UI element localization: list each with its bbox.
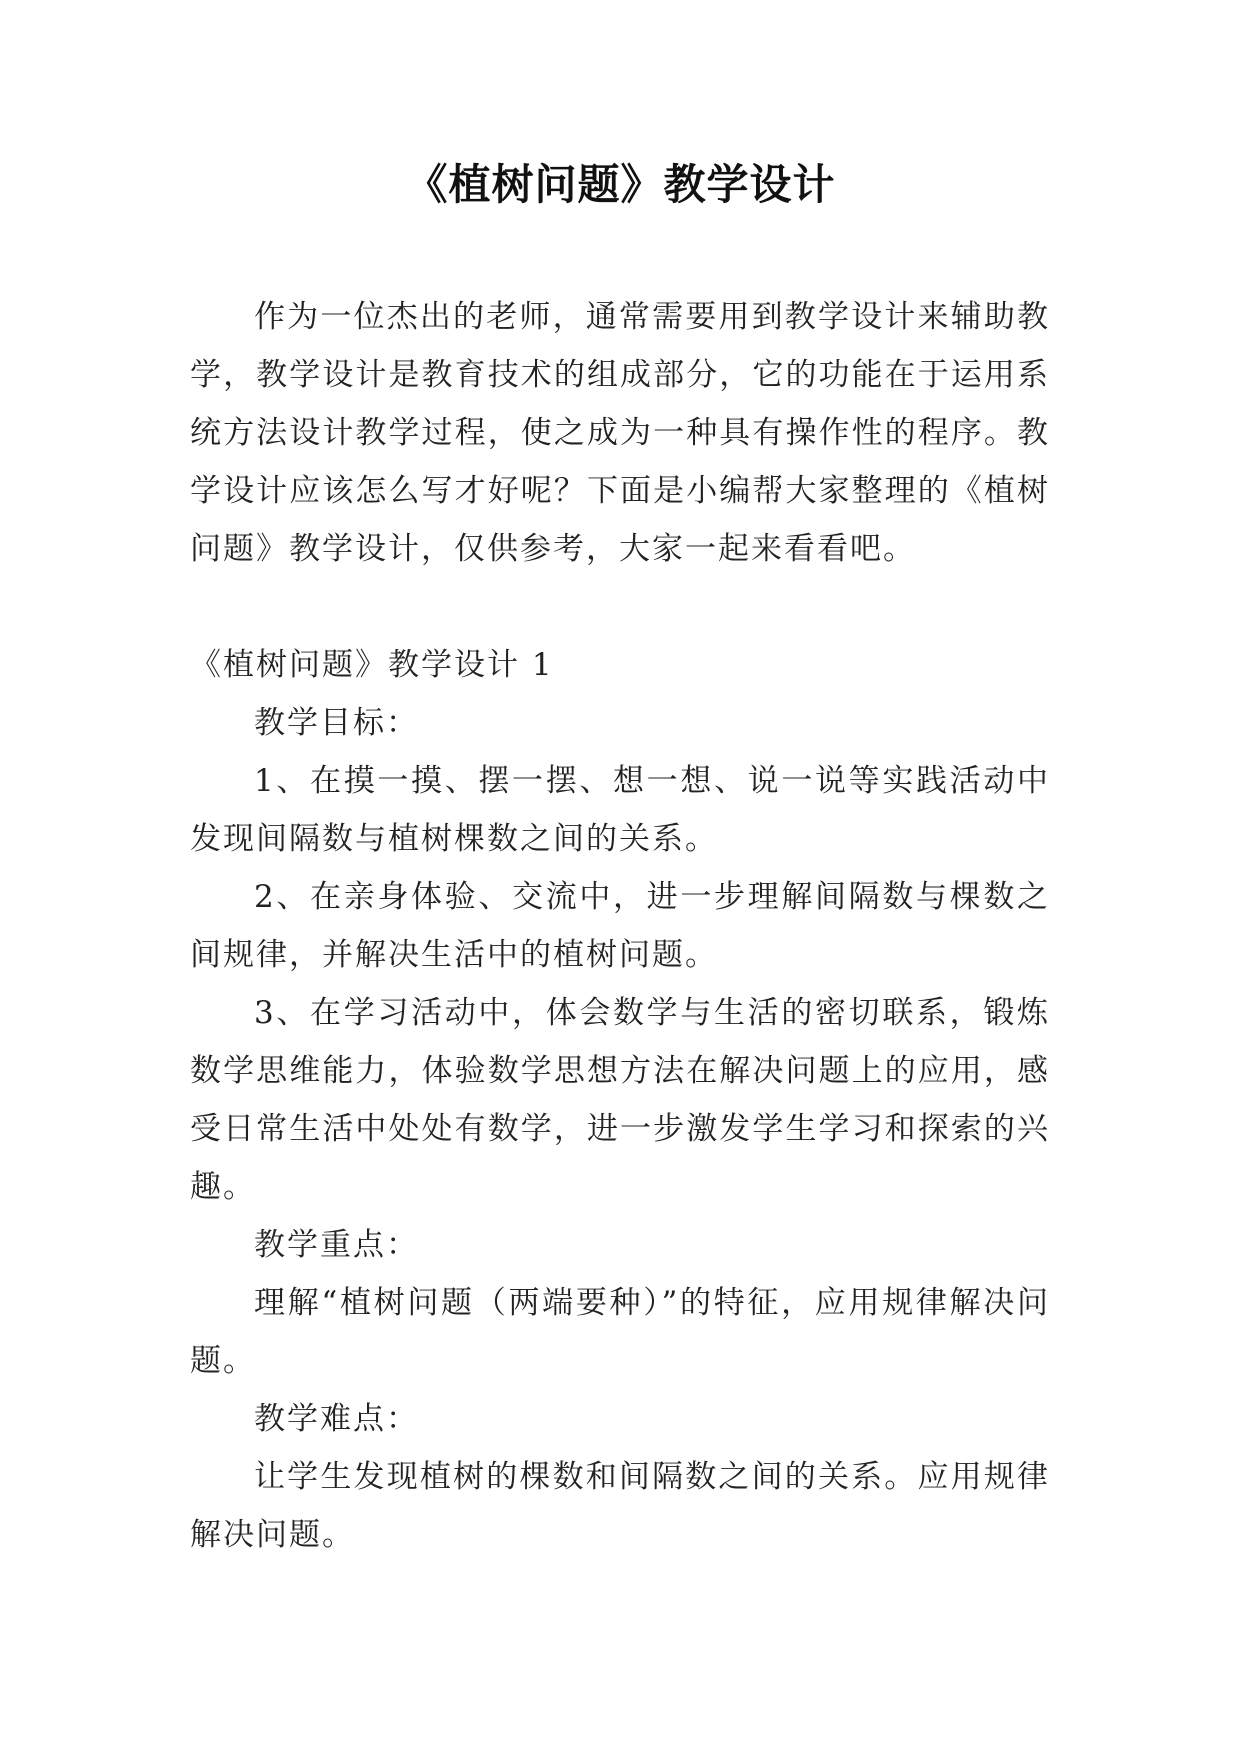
document-body — [190, 288, 1050, 1564]
objective-item-3: 3、在学习活动中，体会数学与生活的密切联系，锻炼数学思维能力，体验数学思想方法在解决问题上的应用，感受日常生活中处处有数学，进一步激发学生学习和探索的兴趣。 — [190, 995, 1050, 1205]
objective-item-1: 1、在摸一摸、摆一摆、想一想、说一说等实践活动中发现间隔数与植树棵数之间的关系。 — [190, 763, 1050, 857]
objective-item-2: 2、在亲身体验、交流中，进一步理解间隔数与棵数之间规律，并解决生活中的植树问题。 — [190, 879, 1050, 973]
key-point-text: 理解“植树问题（两端要种）”的特征，应用规律解决问题。 — [190, 1285, 1050, 1379]
key-point-label: 教学重点： — [254, 1227, 419, 1263]
paragraph-spacer — [190, 578, 1050, 636]
difficulty-label: 教学难点： — [254, 1401, 419, 1437]
document-title: 《植树问题》教学设计 — [405, 160, 836, 209]
intro-paragraph: 作为一位杰出的老师，通常需要用到教学设计来辅助教学，教学设计是教育技术的组成部分，它的功能在于运用系统方法设计教学过程，使之成为一种具有操作性的程序。教学设计应该怎么写才好呢？下面是小编帮大家整理的《植树问题》教学设计，仅供参考，大家一起来看看吧。 — [190, 299, 1050, 567]
difficulty-text: 让学生发现植树的棵数和间隔数之间的关系。应用规律解决问题。 — [190, 1459, 1050, 1553]
section-heading: 《植树问题》教学设计 1 — [190, 647, 554, 683]
objectives-label: 教学目标： — [254, 705, 419, 741]
